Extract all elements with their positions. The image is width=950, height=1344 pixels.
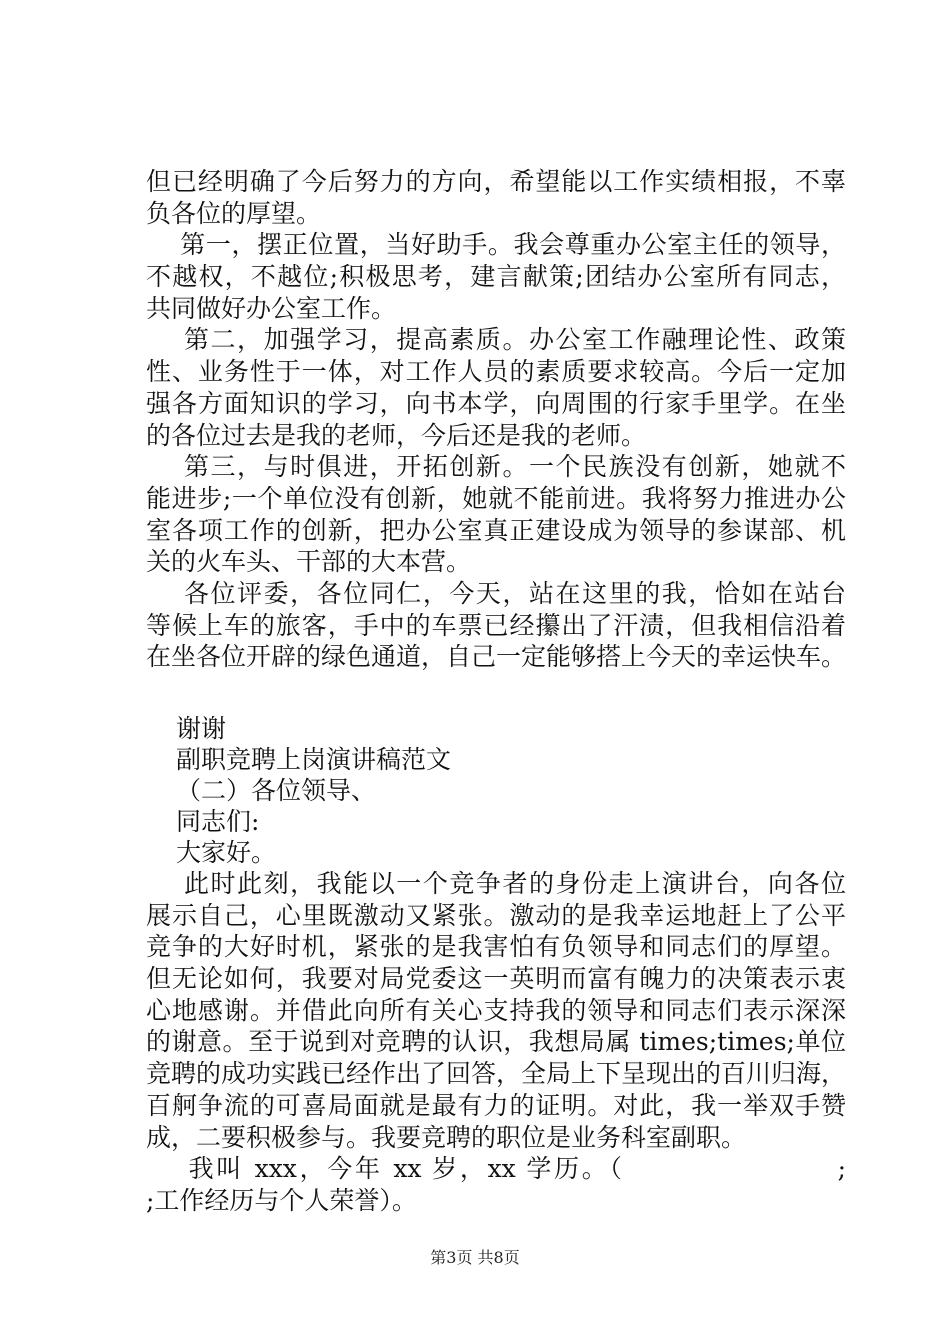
text-line: 在坐各位开辟的绿色通道，自己一定能够搭上今天的幸运快车。: [146, 642, 847, 672]
text-line: 百舸争流的可喜局面就是最有力的证明。对此，我一举双手赞: [146, 1090, 846, 1120]
text-line: 第三，与时俱进，开拓创新。一个民族没有创新，她就不: [146, 452, 846, 482]
page-footer: 第3页 共8页: [430, 1248, 520, 1267]
text-line: 强各方面知识的学习，向书本学，向周围的行家手里学。在坐: [146, 388, 846, 418]
short-line: 大家好。: [176, 838, 277, 867]
text-line: 共同做好办公室工作。: [146, 293, 397, 323]
text-line: 展示自己，心里既激动又紧张。激动的是我幸运地赶上了公平: [146, 900, 846, 930]
text-line: 室各项工作的创新，把办公室真正建设成为领导的参谋部、机: [146, 515, 846, 545]
text-line: 竞聘的成功实践已经作出了回答，全局上下呈现出的百川归海，: [146, 1059, 847, 1089]
paragraph: [146, 578, 846, 673]
short-line: 同志们:: [176, 807, 260, 836]
paragraph: [146, 166, 846, 229]
text-line: 第二，加强学习，提高素质。办公室工作融理论性、政策: [146, 325, 846, 355]
text-line: 但无论如何，我要对局党委这一英明而富有魄力的决策表示衷: [146, 964, 846, 994]
text-line: 心地感谢。并借此向所有关心支持我的领导和同志们表示深深: [146, 995, 846, 1025]
text-line: ;工作经历与个人荣誉）。: [146, 1185, 417, 1215]
text-line: 第一，摆正位置，当好助手。我会尊重办公室主任的领导，: [146, 230, 846, 260]
paragraph: [146, 868, 846, 1153]
text-line: 关的火车头、干部的大本营。: [146, 547, 472, 577]
text-line: 此时此刻，我能以一个竞争者的身份走上演讲台，向各位: [146, 869, 846, 898]
text-line: 的谢意。至于说到对竞聘的认识，我想局属 times;times;单位: [146, 1027, 846, 1057]
paragraph: [146, 229, 846, 324]
text-line: 我叫 xxx，今年 xx 岁，xx 学历。（ ;: [146, 1154, 846, 1184]
text-line: 的各位过去是我的老师，今后还是我的老师。: [146, 420, 647, 450]
text-line: 性、业务性于一体，对工作人员的素质要求较高。今后一定加: [146, 357, 846, 387]
paragraph: [146, 1153, 846, 1216]
document-body: [146, 166, 846, 1217]
text-line: 负各位的厚望。: [146, 198, 322, 228]
short-line: （二）各位领导、: [176, 776, 377, 805]
short-line: 副职竞聘上岗演讲稿范文: [176, 745, 452, 774]
paragraph: [146, 451, 846, 578]
text-line: 等候上车的旅客，手中的车票已经攥出了汗渍，但我相信沿着: [146, 610, 846, 640]
short-line: 谢谢: [176, 714, 227, 743]
text-line: 不越权，不越位;积极思考，建言献策;团结办公室所有同志，: [146, 262, 846, 292]
text-line: 成，二要积极参与。我要竞聘的职位是业务科室副职。: [146, 1122, 747, 1152]
spacer: [146, 673, 846, 713]
text-line: 竞争的大好时机，紧张的是我害怕有负领导和同志们的厚望。: [146, 932, 846, 962]
paragraph: [146, 324, 846, 451]
text-line: 各位评委，各位同仁，今天，站在这里的我，恰如在站台: [146, 578, 846, 608]
text-line: 能进步;一个单位没有创新，她就不能前进。我将努力推进办公: [146, 483, 846, 513]
text-line: 但已经明确了今后努力的方向，希望能以工作实绩相报，不辜: [146, 167, 846, 196]
